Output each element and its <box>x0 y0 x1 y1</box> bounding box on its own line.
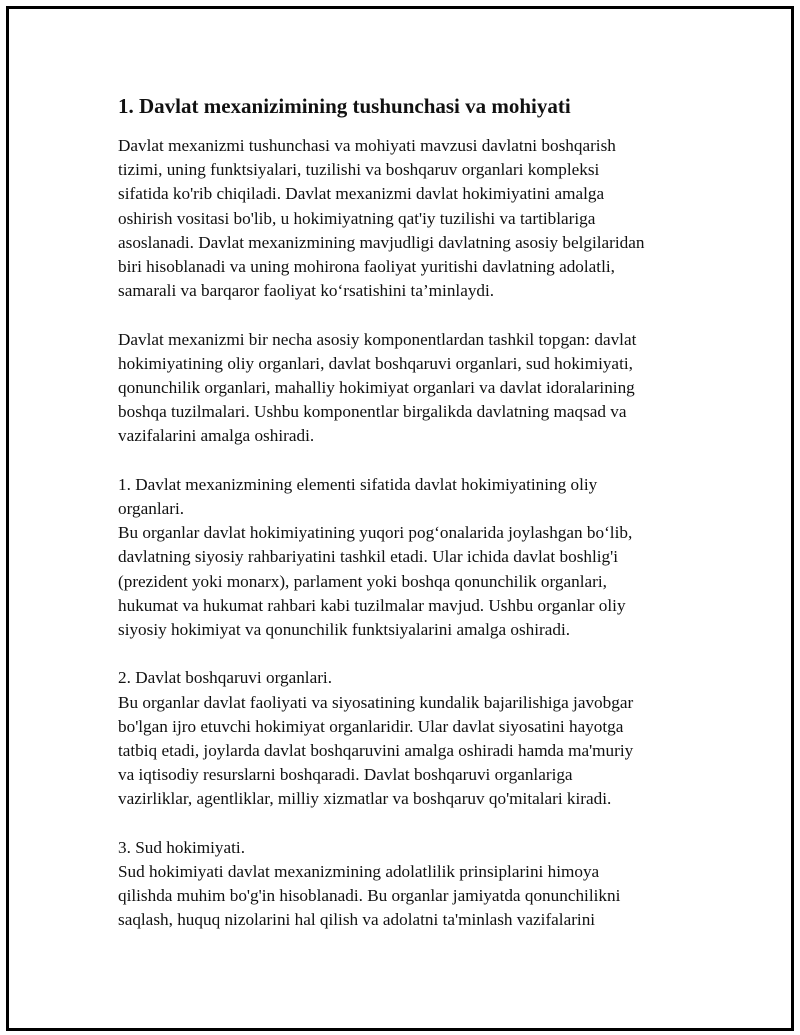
text-line: hokimiyatining oliy organlari, davlat boshqaruvi organlari, sud hokimiyati, <box>118 353 633 373</box>
text-line: 2. Davlat boshqaruvi organlari. <box>118 668 332 688</box>
section-heading: 1. Davlat mexanizimining tushunchasi va mohiyati <box>118 94 571 118</box>
text-line: 3. Sud hokimiyati. <box>118 837 246 857</box>
text-line: davlatning siyosiy rahbariyatini tashkil etadi. Ular ichida davlat boshlig'i <box>118 547 618 567</box>
text-line: hukumat va hukumat rahbari kabi tuzilmalar mavjud. Ushbu organlar oliy <box>118 595 626 615</box>
text-line: siyosiy hokimiyat va qonunchilik funktsiyalarini amalga oshiradi. <box>118 620 571 640</box>
text-line: biri hisoblanadi va uning mohirona faoliyat yuritishi davlatning adolatli, <box>118 257 615 277</box>
text-line: tatbiq etadi, joylarda davlat boshqaruvini amalga oshiradi hamda ma'muriy <box>118 741 634 761</box>
text-line: 1. Davlat mexanizmining elementi sifatida davlat hokimiyatining oliy <box>118 474 598 494</box>
paragraph-judicial-power <box>118 836 693 933</box>
text-line: boshqa tuzilmalari. Ushbu komponentlar birgalikda davlatning maqsad va <box>118 402 627 422</box>
text-line: saqlash, huquq nizolarini hal qilish va adolatni ta'minlash vazifalarini <box>118 910 596 930</box>
paragraph-intro <box>118 134 693 303</box>
text-line: oshirish vositasi bo'lib, u hokimiyatning qat'iy tuzilishi va tartiblariga <box>118 208 596 228</box>
text-line: qonunchilik organlari, mahalliy hokimiyat organlari va davlat idoralarining <box>118 378 635 398</box>
text-line: Davlat mexanizmi tushunchasi va mohiyati mavzusi davlatni boshqarish <box>118 136 616 155</box>
text-line: Sud hokimiyati davlat mexanizmining adolatlilik prinsiplarini himoya <box>118 862 600 882</box>
text-line: Bu organlar davlat hokimiyatining yuqori pog‘onalarida joylashgan bo‘lib, <box>118 523 633 543</box>
paragraph-supreme-organs <box>118 473 693 642</box>
text-line: qilishda muhim bo'g'in hisoblanadi. Bu organlar jamiyatda qonunchilikni <box>118 886 621 906</box>
text-line: Bu organlar davlat faoliyati va siyosatining kundalik bajarilishiga javobgar <box>118 692 634 712</box>
text-line: (prezident yoki monarx), parlament yoki boshqa qonunchilik organlari, <box>118 571 607 591</box>
text-line: organlari. <box>118 499 185 519</box>
document-body <box>118 92 693 957</box>
text-line: samarali va barqaror faoliyat ko‘rsatishini ta’minlaydi. <box>118 281 495 301</box>
paragraph-administration-organs <box>118 666 693 811</box>
text-line: vazirliklar, agentliklar, milliy xizmatlar va boshqaruv qo'mitalari kiradi. <box>118 789 612 809</box>
text-line: bo'lgan ijro etuvchi hokimiyat organlaridir. Ular davlat siyosatini hayotga <box>118 716 624 736</box>
text-line: sifatida ko'rib chiqiladi. Davlat mexanizmi davlat hokimiyatini amalga <box>118 184 605 204</box>
text-line: va iqtisodiy resurslarni boshqaradi. Davlat boshqaruvi organlariga <box>118 765 573 785</box>
paragraph-components <box>118 328 693 449</box>
text-line: tizimi, uning funktsiyalari, tuzilishi va boshqaruv organlari kompleksi <box>118 160 600 180</box>
text-line: asoslanadi. Davlat mexanizmining mavjudligi davlatning asosiy belgilaridan <box>118 232 645 252</box>
text-line: Davlat mexanizmi bir necha asosiy komponentlardan tashkil topgan: davlat <box>118 329 637 349</box>
text-line: vazifalarini amalga oshiradi. <box>118 426 315 446</box>
